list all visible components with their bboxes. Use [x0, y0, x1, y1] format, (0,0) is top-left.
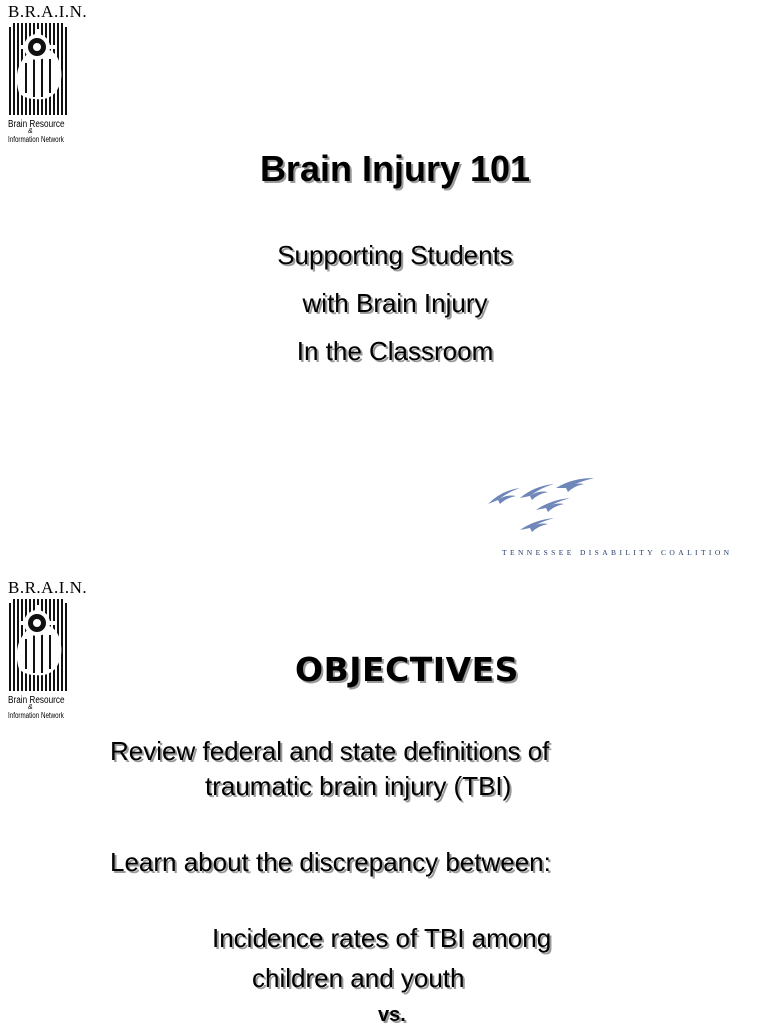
logo-name: Brain Resource	[8, 695, 65, 706]
slide-2	[0, 570, 768, 1024]
logo-abbreviation: B.R.A.I.N.	[8, 578, 88, 597]
brain-logo	[6, 2, 88, 152]
sub-item-line-2: children and youth	[252, 963, 465, 993]
logo-subtitle: Information Network	[8, 711, 64, 720]
logo-ampersand: &	[28, 128, 33, 135]
slide-title: Brain Injury 101	[259, 148, 531, 189]
vs-label: vs.	[378, 1004, 406, 1024]
subtitle-line-1: Supporting Students	[277, 240, 513, 270]
bullet-1-line-1: Review federal and state definitions of	[110, 736, 550, 766]
bird-flock-icon	[486, 474, 598, 534]
partner-logo-text: TENNESSEE DISABILITY COALITION	[502, 548, 733, 557]
slide-title: OBJECTIVES	[295, 650, 519, 689]
brain-gear-icon	[9, 23, 69, 117]
logo-name: Brain Resource	[8, 119, 65, 130]
logo-ampersand: &	[28, 704, 33, 711]
subtitle-line-2: with Brain Injury	[302, 288, 488, 318]
bullet-2-line-1: Learn about the discrepancy between:	[110, 847, 551, 877]
subtitle-line-3: In the Classroom	[296, 336, 494, 366]
bullet-1-line-2: traumatic brain injury (TBI)	[205, 771, 512, 801]
sub-item-line-1: Incidence rates of TBI among	[212, 923, 552, 953]
logo-abbreviation: B.R.A.I.N.	[8, 2, 88, 21]
logo-subtitle: Information Network	[8, 135, 64, 144]
